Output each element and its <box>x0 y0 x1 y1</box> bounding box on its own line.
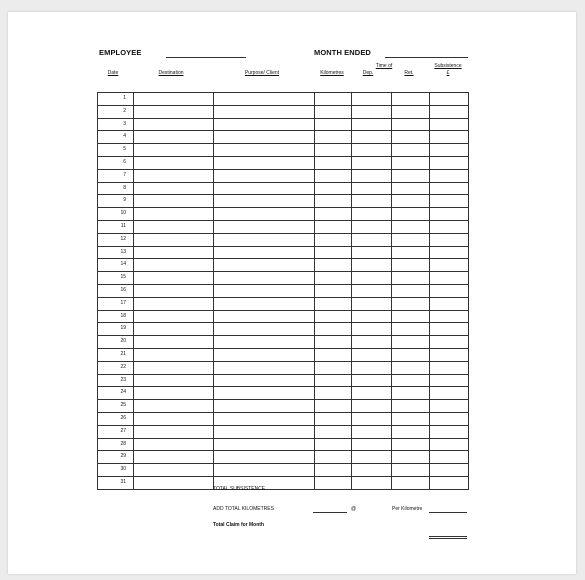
entry-cell[interactable] <box>430 361 469 374</box>
table-row <box>98 144 469 157</box>
entry-cell[interactable] <box>430 310 469 323</box>
entry-cell[interactable] <box>315 374 352 387</box>
entry-cell[interactable] <box>352 451 392 464</box>
table-row <box>98 310 469 323</box>
entry-cell[interactable] <box>352 131 392 144</box>
entry-cell[interactable] <box>430 336 469 349</box>
row-day-number: 2 <box>98 105 134 118</box>
table-row <box>98 105 469 118</box>
entry-cell[interactable] <box>315 169 352 182</box>
table-row <box>98 361 469 374</box>
column-dep: Dep. <box>362 70 374 76</box>
entry-cell[interactable] <box>315 361 352 374</box>
entry-cell[interactable] <box>315 208 352 221</box>
entry-cell[interactable] <box>214 387 315 400</box>
entry-cell[interactable] <box>430 259 469 272</box>
entry-cell[interactable] <box>134 272 214 285</box>
entry-cell[interactable] <box>214 310 315 323</box>
entry-cell[interactable] <box>214 451 315 464</box>
entry-cell[interactable] <box>134 310 214 323</box>
row-day-number: 7 <box>98 169 134 182</box>
entry-cell[interactable] <box>214 131 315 144</box>
entry-cell[interactable] <box>430 169 469 182</box>
row-day-number: 6 <box>98 156 134 169</box>
row-day-number: 10 <box>98 208 134 221</box>
entry-cell[interactable] <box>214 464 315 477</box>
entry-cell[interactable] <box>352 105 392 118</box>
entry-cell[interactable] <box>392 476 430 489</box>
row-day-number: 14 <box>98 259 134 272</box>
row-day-number: 1 <box>98 93 134 106</box>
entry-cell[interactable] <box>430 323 469 336</box>
entry-cell[interactable] <box>430 451 469 464</box>
entry-cell[interactable] <box>430 220 469 233</box>
table-row <box>98 156 469 169</box>
table-row <box>98 387 469 400</box>
entry-cell[interactable] <box>315 195 352 208</box>
entry-cell[interactable] <box>214 233 315 246</box>
entry-cell[interactable] <box>214 323 315 336</box>
table-row <box>98 400 469 413</box>
entry-cell[interactable] <box>352 476 392 489</box>
entry-cell[interactable] <box>352 169 392 182</box>
entry-cell[interactable] <box>315 425 352 438</box>
entry-cell[interactable] <box>315 310 352 323</box>
row-day-number: 26 <box>98 412 134 425</box>
entry-cell[interactable] <box>134 220 214 233</box>
table-row <box>98 374 469 387</box>
entry-cell[interactable] <box>315 297 352 310</box>
entry-cell[interactable] <box>352 400 392 413</box>
entry-cell[interactable] <box>392 272 430 285</box>
at-symbol: @ <box>351 506 357 512</box>
entry-cell[interactable] <box>315 412 352 425</box>
entry-cell[interactable] <box>134 438 214 451</box>
entry-cell[interactable] <box>315 323 352 336</box>
entry-cell[interactable] <box>392 323 430 336</box>
column-purpose-client: Purpose/ Client <box>244 70 280 76</box>
per-km-line[interactable] <box>429 512 467 513</box>
table-row <box>98 297 469 310</box>
entry-cell[interactable] <box>134 476 214 489</box>
entry-cell[interactable] <box>392 144 430 157</box>
column-ret: Ret. <box>404 70 414 76</box>
entry-cell[interactable] <box>315 233 352 246</box>
entry-cell[interactable] <box>430 464 469 477</box>
table-row <box>98 169 469 182</box>
entry-cell[interactable] <box>352 361 392 374</box>
row-day-number: 22 <box>98 361 134 374</box>
entry-cell[interactable] <box>134 208 214 221</box>
entry-cell[interactable] <box>214 400 315 413</box>
entry-cell[interactable] <box>214 208 315 221</box>
total-claim-label: Total Claim for Month <box>213 522 265 528</box>
entry-cell[interactable] <box>392 451 430 464</box>
entry-cell[interactable] <box>352 425 392 438</box>
expense-form-page <box>8 12 576 574</box>
row-day-number: 13 <box>98 246 134 259</box>
entry-cell[interactable] <box>392 464 430 477</box>
row-day-number: 31 <box>98 476 134 489</box>
entry-cell[interactable] <box>352 118 392 131</box>
entry-cell[interactable] <box>430 233 469 246</box>
entry-cell[interactable] <box>352 195 392 208</box>
entry-cell[interactable] <box>214 284 315 297</box>
entry-cell[interactable] <box>430 246 469 259</box>
entry-cell[interactable] <box>315 220 352 233</box>
row-day-number: 21 <box>98 348 134 361</box>
table-row <box>98 131 469 144</box>
entry-cell[interactable] <box>392 233 430 246</box>
entry-cell[interactable] <box>214 259 315 272</box>
entry-cell[interactable] <box>315 438 352 451</box>
entry-cell[interactable] <box>352 93 392 106</box>
entry-cell[interactable] <box>392 131 430 144</box>
entry-cell[interactable] <box>352 336 392 349</box>
row-day-number: 3 <box>98 118 134 131</box>
entry-cell[interactable] <box>352 208 392 221</box>
entry-cell[interactable] <box>352 144 392 157</box>
entry-cell[interactable] <box>352 259 392 272</box>
entry-cell[interactable] <box>430 425 469 438</box>
entry-cell[interactable] <box>315 400 352 413</box>
entry-cell[interactable] <box>134 284 214 297</box>
entry-cell[interactable] <box>214 348 315 361</box>
entry-cell[interactable] <box>430 93 469 106</box>
total-subsistence-label: TOTAL SUBSISTENCE <box>213 486 266 492</box>
row-day-number: 12 <box>98 233 134 246</box>
row-day-number: 5 <box>98 144 134 157</box>
column-date: Date <box>107 70 119 76</box>
entry-cell[interactable] <box>352 387 392 400</box>
entry-cell[interactable] <box>352 323 392 336</box>
column-destination: Destination <box>158 70 184 76</box>
entry-cell[interactable] <box>134 182 214 195</box>
table-row <box>98 93 469 106</box>
entry-cell[interactable] <box>315 336 352 349</box>
entry-cell[interactable] <box>352 182 392 195</box>
entry-cell[interactable] <box>392 400 430 413</box>
month-ended-line[interactable] <box>385 57 468 58</box>
entry-cell[interactable] <box>134 195 214 208</box>
row-day-number: 17 <box>98 297 134 310</box>
entry-cell[interactable] <box>392 182 430 195</box>
row-day-number: 15 <box>98 272 134 285</box>
column-subsistence: Subsistence <box>434 63 462 69</box>
entry-cell[interactable] <box>430 387 469 400</box>
entry-cell[interactable] <box>430 476 469 489</box>
entry-cell[interactable] <box>430 400 469 413</box>
entry-cell[interactable] <box>430 272 469 285</box>
entry-cell[interactable] <box>134 233 214 246</box>
row-day-number: 27 <box>98 425 134 438</box>
entry-cell[interactable] <box>134 93 214 106</box>
entry-cell[interactable] <box>134 374 214 387</box>
expense-grid <box>97 92 469 490</box>
row-day-number: 24 <box>98 387 134 400</box>
km-total-line[interactable] <box>313 512 347 513</box>
row-day-number: 11 <box>98 220 134 233</box>
entry-cell[interactable] <box>134 118 214 131</box>
entry-cell[interactable] <box>134 144 214 157</box>
entry-cell[interactable] <box>392 438 430 451</box>
table-row <box>98 233 469 246</box>
row-day-number: 16 <box>98 284 134 297</box>
row-day-number: 29 <box>98 451 134 464</box>
table-row <box>98 284 469 297</box>
table-row <box>98 348 469 361</box>
entry-cell[interactable] <box>392 336 430 349</box>
entry-cell[interactable] <box>214 93 315 106</box>
entry-cell[interactable] <box>134 425 214 438</box>
entry-cell[interactable] <box>134 336 214 349</box>
entry-cell[interactable] <box>134 259 214 272</box>
entry-cell[interactable] <box>352 156 392 169</box>
row-day-number: 19 <box>98 323 134 336</box>
row-day-number: 30 <box>98 464 134 477</box>
entry-cell[interactable] <box>134 348 214 361</box>
entry-cell[interactable] <box>392 246 430 259</box>
entry-cell[interactable] <box>392 387 430 400</box>
entry-cell[interactable] <box>134 169 214 182</box>
table-row <box>98 182 469 195</box>
entry-cell[interactable] <box>214 182 315 195</box>
row-day-number: 4 <box>98 131 134 144</box>
row-day-number: 25 <box>98 400 134 413</box>
entry-cell[interactable] <box>214 118 315 131</box>
entry-cell[interactable] <box>430 348 469 361</box>
entry-cell[interactable] <box>430 105 469 118</box>
entry-cell[interactable] <box>214 297 315 310</box>
entry-cell[interactable] <box>214 105 315 118</box>
per-km-label: Per Kilometre <box>392 506 423 512</box>
entry-cell[interactable] <box>392 156 430 169</box>
entry-cell[interactable] <box>214 412 315 425</box>
entry-cell[interactable] <box>134 451 214 464</box>
entry-cell[interactable] <box>392 297 430 310</box>
entry-cell[interactable] <box>214 246 315 259</box>
entry-cell[interactable] <box>315 284 352 297</box>
table-row <box>98 220 469 233</box>
entry-cell[interactable] <box>352 438 392 451</box>
entry-cell[interactable] <box>352 310 392 323</box>
row-day-number: 23 <box>98 374 134 387</box>
entry-cell[interactable] <box>392 310 430 323</box>
table-row <box>98 425 469 438</box>
entry-cell[interactable] <box>134 361 214 374</box>
entry-cell[interactable] <box>134 131 214 144</box>
entry-cell[interactable] <box>352 412 392 425</box>
entry-cell[interactable] <box>315 387 352 400</box>
table-row <box>98 476 469 489</box>
entry-cell[interactable] <box>352 374 392 387</box>
entry-cell[interactable] <box>352 272 392 285</box>
entry-cell[interactable] <box>315 348 352 361</box>
entry-cell[interactable] <box>430 195 469 208</box>
entry-cell[interactable] <box>214 361 315 374</box>
entry-cell[interactable] <box>352 348 392 361</box>
entry-cell[interactable] <box>315 259 352 272</box>
entry-cell[interactable] <box>214 374 315 387</box>
table-row <box>98 259 469 272</box>
entry-cell[interactable] <box>315 451 352 464</box>
entry-cell[interactable] <box>430 144 469 157</box>
row-day-number: 20 <box>98 336 134 349</box>
entry-cell[interactable] <box>134 297 214 310</box>
entry-cell[interactable] <box>352 297 392 310</box>
entry-cell[interactable] <box>214 272 315 285</box>
entry-cell[interactable] <box>214 169 315 182</box>
table-row <box>98 195 469 208</box>
entry-cell[interactable] <box>315 246 352 259</box>
entry-cell[interactable] <box>430 284 469 297</box>
entry-cell[interactable] <box>134 387 214 400</box>
entry-cell[interactable] <box>134 323 214 336</box>
month-ended-label: MONTH ENDED <box>314 48 371 57</box>
entry-cell[interactable] <box>430 131 469 144</box>
entry-cell[interactable] <box>392 425 430 438</box>
entry-cell[interactable] <box>392 348 430 361</box>
entry-cell[interactable] <box>392 105 430 118</box>
entry-cell[interactable] <box>214 425 315 438</box>
row-day-number: 9 <box>98 195 134 208</box>
row-day-number: 8 <box>98 182 134 195</box>
entry-cell[interactable] <box>392 412 430 425</box>
entry-cell[interactable] <box>352 284 392 297</box>
entry-cell[interactable] <box>315 272 352 285</box>
entry-cell[interactable] <box>134 464 214 477</box>
table-row <box>98 272 469 285</box>
table-row <box>98 451 469 464</box>
entry-cell[interactable] <box>392 284 430 297</box>
entry-cell[interactable] <box>430 297 469 310</box>
entry-cell[interactable] <box>392 361 430 374</box>
entry-cell[interactable] <box>430 182 469 195</box>
entry-cell[interactable] <box>315 182 352 195</box>
table-row <box>98 208 469 221</box>
table-row <box>98 464 469 477</box>
entry-cell[interactable] <box>134 105 214 118</box>
add-total-km-label: ADD TOTAL KILOMETRES <box>213 506 274 512</box>
column-kilometres: Kilometres <box>320 70 344 76</box>
entry-cell[interactable] <box>392 169 430 182</box>
entry-cell[interactable] <box>430 208 469 221</box>
table-row <box>98 438 469 451</box>
entry-cell[interactable] <box>352 464 392 477</box>
entry-cell[interactable] <box>352 233 392 246</box>
employee-name-line[interactable] <box>166 57 246 58</box>
entry-cell[interactable] <box>430 374 469 387</box>
entry-cell[interactable] <box>392 220 430 233</box>
table-row <box>98 336 469 349</box>
entry-cell[interactable] <box>134 246 214 259</box>
entry-cell[interactable] <box>134 400 214 413</box>
table-row <box>98 323 469 336</box>
entry-cell[interactable] <box>430 118 469 131</box>
table-row <box>98 118 469 131</box>
entry-cell[interactable] <box>214 438 315 451</box>
entry-cell[interactable] <box>315 105 352 118</box>
row-day-number: 28 <box>98 438 134 451</box>
entry-cell[interactable] <box>352 220 392 233</box>
entry-cell[interactable] <box>392 259 430 272</box>
entry-cell[interactable] <box>134 156 214 169</box>
entry-cell[interactable] <box>352 246 392 259</box>
entry-cell[interactable] <box>392 118 430 131</box>
entry-cell[interactable] <box>214 195 315 208</box>
entry-cell[interactable] <box>392 93 430 106</box>
entry-cell[interactable] <box>315 476 352 489</box>
entry-cell[interactable] <box>315 464 352 477</box>
entry-cell[interactable] <box>315 156 352 169</box>
column-currency: £ <box>446 70 450 76</box>
entry-cell[interactable] <box>392 208 430 221</box>
entry-cell[interactable] <box>315 144 352 157</box>
entry-cell[interactable] <box>134 412 214 425</box>
entry-cell[interactable] <box>315 118 352 131</box>
entry-cell[interactable] <box>430 438 469 451</box>
entry-cell[interactable] <box>315 131 352 144</box>
total-claim-double-line[interactable] <box>429 536 467 539</box>
entry-cell[interactable] <box>315 93 352 106</box>
row-day-number: 18 <box>98 310 134 323</box>
employee-label: EMPLOYEE <box>99 48 142 57</box>
column-time-of: Time of <box>375 63 393 69</box>
entry-cell[interactable] <box>392 195 430 208</box>
entry-cell[interactable] <box>214 336 315 349</box>
entry-cell[interactable] <box>214 156 315 169</box>
entry-cell[interactable] <box>430 156 469 169</box>
entry-cell[interactable] <box>430 412 469 425</box>
table-row <box>98 246 469 259</box>
entry-cell[interactable] <box>214 144 315 157</box>
table-row <box>98 412 469 425</box>
entry-cell[interactable] <box>392 374 430 387</box>
entry-cell[interactable] <box>214 220 315 233</box>
